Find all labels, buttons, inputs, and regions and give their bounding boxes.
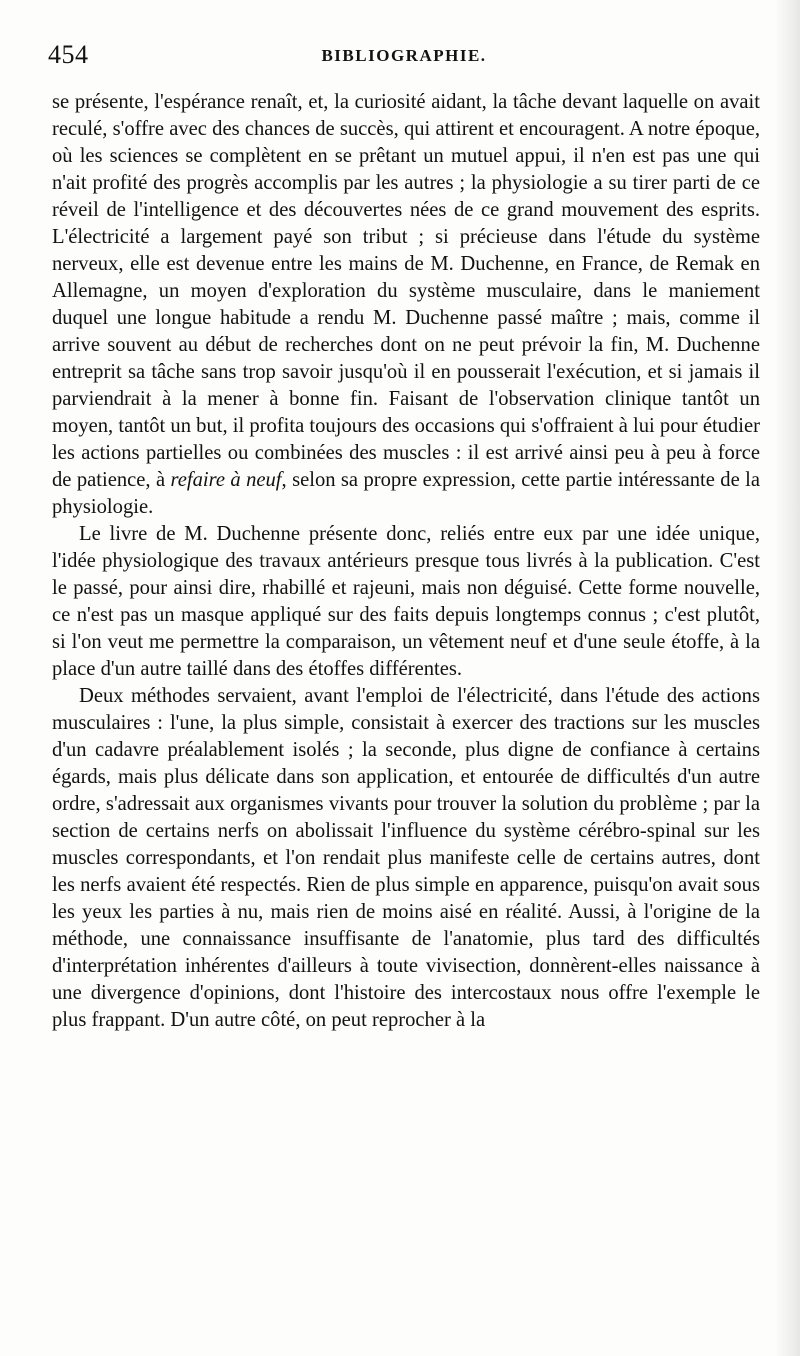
page-number: 454 [48, 40, 89, 69]
paragraph-2: Le livre de M. Duchenne présente donc, reliés entre eux par une idée unique, l'idée physiologique des travaux antérieurs presque tous livrés à la publication. C'est le passé, pour ainsi dire, rhabillé et rajeuni, mais non déguisé. Cette forme nouvelle, ce n'est pas un masque appliqué sur des faits depuis longtemps connus ; c'est plutôt, si l'on veut me permettre la comparaison, un vêtement neuf et d'une seule étoffe, à la place d'un autre taillé dans des étoffes différentes. [52, 523, 760, 680]
paragraph-3: Deux méthodes servaient, avant l'emploi de l'électricité, dans l'étude des actions musculaires : l'une, la plus simple, consistait à exercer des tractions sur les muscles d'un cadavre préalablement isolés ; la seconde, plus digne de confiance à certains égards, mais plus délicate dans son application, et entourée de difficultés d'un autre ordre, s'adressait aux organismes vivants pour trouver la solution du problème ; par la section de certains nerfs on abolissait l'influence du système cérébro-spinal sur les muscles correspondants, et l'on rendait plus manifeste celle de certains autres, dont les nerfs avaient été respectés. Rien de plus simple en apparence, puisqu'on avait sous les yeux les parties à nu, mais rien de moins aisé en réalité. Aussi, à l'origine de la méthode, une connaissance insuffisante de l'anatomie, plus tard des difficultés d'interprétation inhérentes d'ailleurs à toute vivisection, donnèrent-elles naissance à une divergence d'opinions, dont l'histoire des intercostaux nous offre l'exemple le plus frappant. D'un autre côté, on peut reprocher à la [52, 685, 760, 1031]
paragraph-1-text: se présente, l'espérance renaît, et, la curiosité aidant, la tâche devant laquelle on avait reculé, s'offre avec des chances de succès, qui attirent et encouragent. A notre époque, où les sciences se complètent en se prêtant un mutuel appui, il n'en est pas une qui n'ait profité des progrès accomplis par les autres ; la physiologie a su tirer parti de ce réveil de l'intelligence et des découvertes nées de ce grand mouvement des esprits. L'électricité a largement payé son tribut ; si précieuse dans l'étude du système nerveux, elle est devenue entre les mains de M. Duchenne, en France, de Remak en Allemagne, un moyen d'exploration du système musculaire, dans le maniement duquel une longue habitude a rendu M. Duchenne passé maître ; mais, comme il arrive souvent au début de recherches dont on ne peut prévoir la fin, M. Duchenne entreprit sa tâche sans trop savoir jusqu'où il en pousserait l'exécution, et si jamais il parviendrait à la mener à bonne fin. Faisant de l'observation clinique tantôt un moyen, tantôt un but, il profita toujours des occasions qui s'offraient à lui pour étudier les actions partielles ou combinées des muscles : il est arrivé ainsi peu à peu à force de patience, à [52, 91, 760, 491]
italic-phrase: refaire à neuf [170, 469, 282, 491]
running-head [48, 40, 760, 80]
paragraph-1-text-end: , selon sa propre expression, cette partie intéressante de la physiologie. [52, 469, 760, 518]
paragraph-1 [52, 89, 760, 521]
body-text [52, 89, 760, 1034]
page-edge-shadow [774, 0, 800, 1356]
section-title: BIBLIOGRAPHIE. [321, 46, 487, 65]
